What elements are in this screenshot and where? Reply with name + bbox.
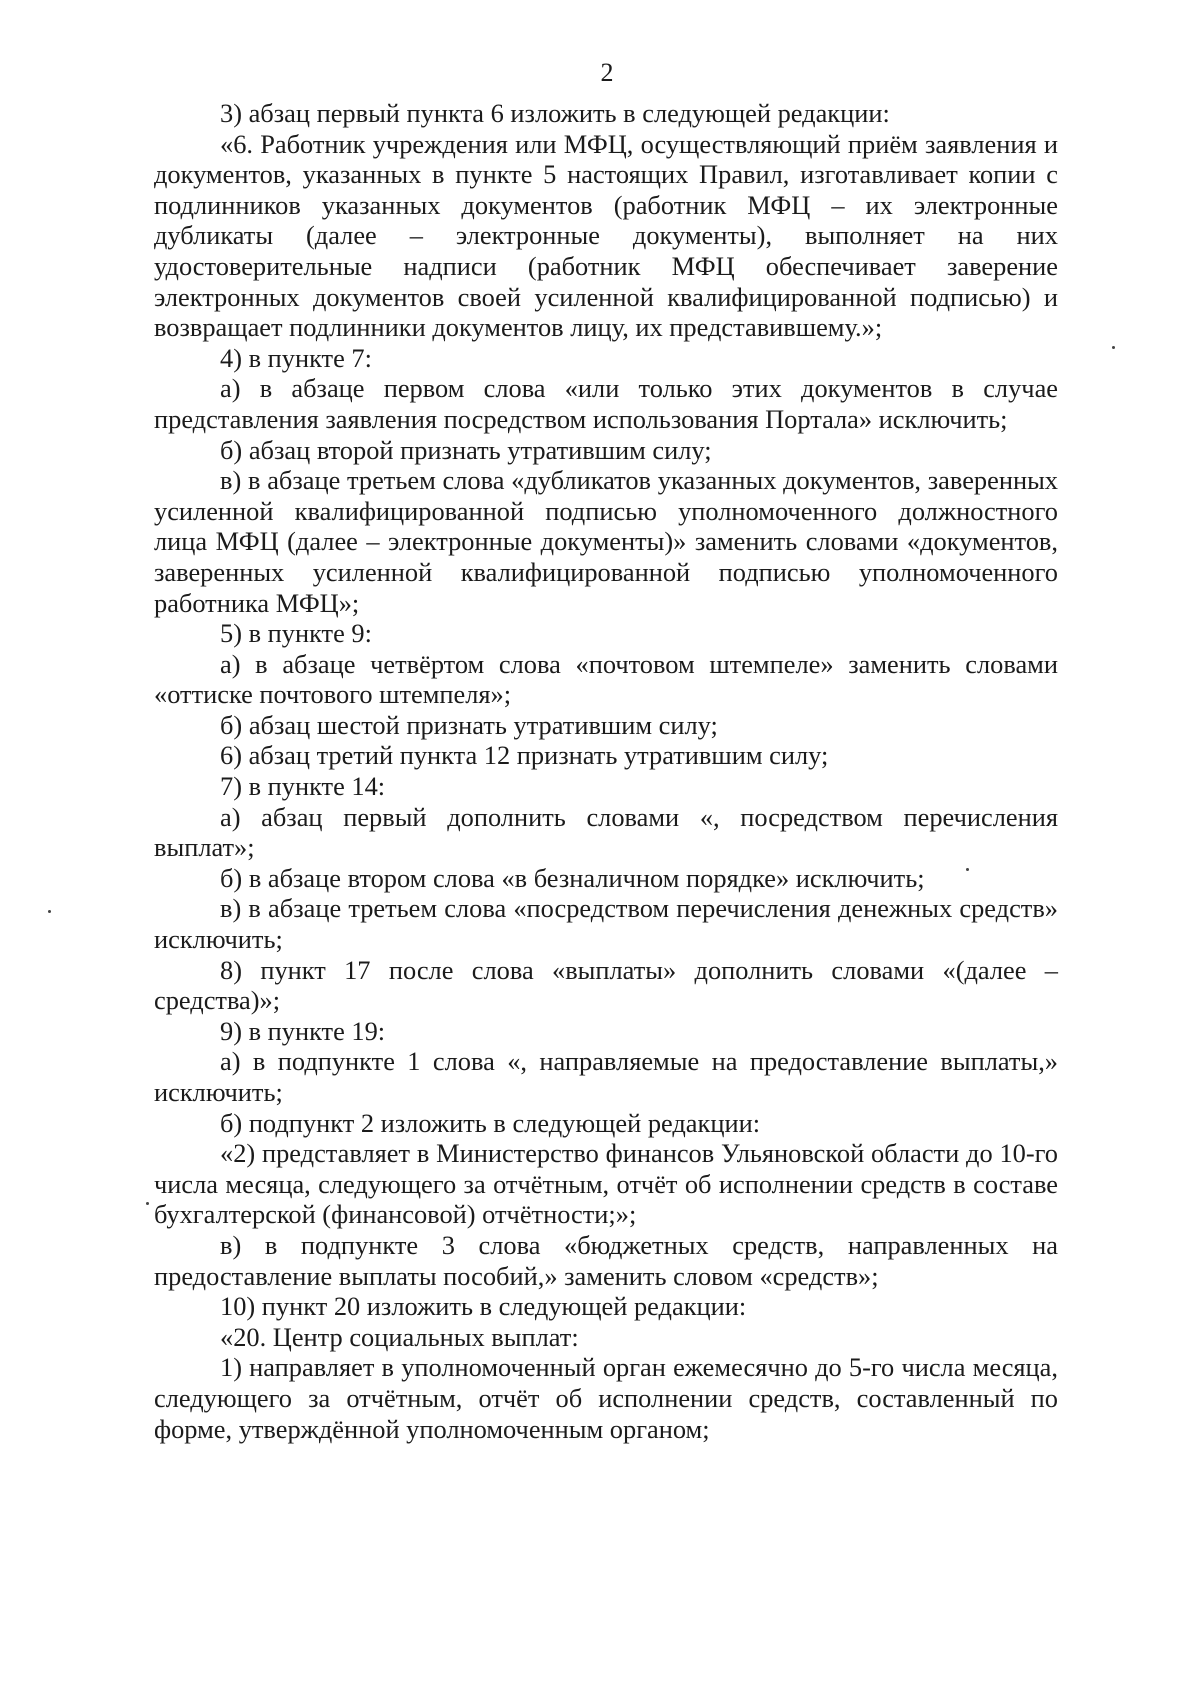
paragraph-item-4: 4) в пункте 7: xyxy=(220,342,372,373)
paragraph-item-4v: в) в абзаце третьем слова «дубликатов указанных документов, заверенных усиленной квалифицированной подписью уполномоченного должностного лица МФЦ (далее – электронные документы)» заменить словами «документов, заверенных усиленной квалифицированной подписью уполномоченного работника МФЦ»; xyxy=(154,465,1058,618)
paragraph-item-7b: б) в абзаце втором слова «в безналичном порядке» исключить; xyxy=(220,862,925,893)
page-number: 2 xyxy=(600,58,614,87)
scan-speck xyxy=(1112,346,1115,349)
paragraph-quoted-point-6: «6. Работник учреждения или МФЦ, осуществляющий приём заявления и документов, указанных в пункте 5 настоящих Правил, изготавливает копии с подлинников указанных документов (работник МФЦ – их электронные дубликаты (далее – электронные документы), выполняет на них удостоверительные надписи (работник МФЦ обеспечивает заверение электронных документов своей усиленной квалифицированной подписью) и возвращает подлинники документов лицу, их представившему.»; xyxy=(154,128,1058,343)
paragraph-item-8: 8) пункт 17 после слова «выплаты» дополнить словами «(далее – средства)»; xyxy=(154,954,1058,1016)
paragraph-item-9b: б) подпункт 2 изложить в следующей редакции: xyxy=(220,1107,761,1138)
scan-speck xyxy=(48,910,51,913)
paragraph-item-5: 5) в пункте 9: xyxy=(220,618,372,649)
paragraph-item-7: 7) в пункте 14: xyxy=(220,771,386,802)
paragraph-item-10: 10) пункт 20 изложить в следующей редакции: xyxy=(220,1291,747,1322)
paragraph-item-5b: б) абзац шестой признать утратившим силу; xyxy=(220,709,718,740)
paragraph-quoted-subpoint-2: «2) представляет в Министерство финансов Ульяновской области до 10-го числа месяца, следующего за отчётным, отчёт об исполнении средств в составе бухгалтерской (финансовой) отчётности;»; xyxy=(154,1138,1058,1230)
paragraph-quoted-subpoint-1: 1) направляет в уполномоченный орган ежемесячно до 5-го числа месяца, следующего за отчётным, отчёт об исполнении средств, составленный по форме, утверждённой уполномоченным органом; xyxy=(154,1352,1058,1444)
paragraph-item-7a: а) абзац первый дополнить словами «, посредством перечисления выплат»; xyxy=(154,801,1058,863)
paragraph-item-6: 6) абзац третий пункта 12 признать утратившим силу; xyxy=(220,740,829,771)
paragraph-item-5a: а) в абзаце четвёртом слова «почтовом штемпеле» заменить словами «оттиске почтового штемпеля»; xyxy=(154,648,1058,710)
paragraph-item-7v: в) в абзаце третьем слова «посредством перечисления денежных средств» исключить; xyxy=(154,893,1058,955)
document-body xyxy=(154,98,1058,1444)
paragraph-item-9v: в) в подпункте 3 слова «бюджетных средств, направленных на предоставление выплаты пособий,» заменить словом «средств»; xyxy=(154,1229,1058,1291)
paragraph-item-9: 9) в пункте 19: xyxy=(220,1015,386,1046)
paragraph-item-3: 3) абзац первый пункта 6 изложить в следующей редакции: xyxy=(220,98,890,128)
scan-speck xyxy=(146,1202,149,1205)
paragraph-item-4a: а) в абзаце первом слова «или только этих документов в случае представления заявления посредством использования Портала» исключить; xyxy=(154,373,1058,434)
paragraph-quoted-point-20: «20. Центр социальных выплат: xyxy=(220,1321,579,1352)
paragraph-item-9a: а) в подпункте 1 слова «, направляемые на предоставление выплаты,» исключить; xyxy=(154,1046,1058,1107)
paragraph-item-4b: б) абзац второй признать утратившим силу; xyxy=(220,434,712,465)
scan-speck xyxy=(966,868,969,871)
